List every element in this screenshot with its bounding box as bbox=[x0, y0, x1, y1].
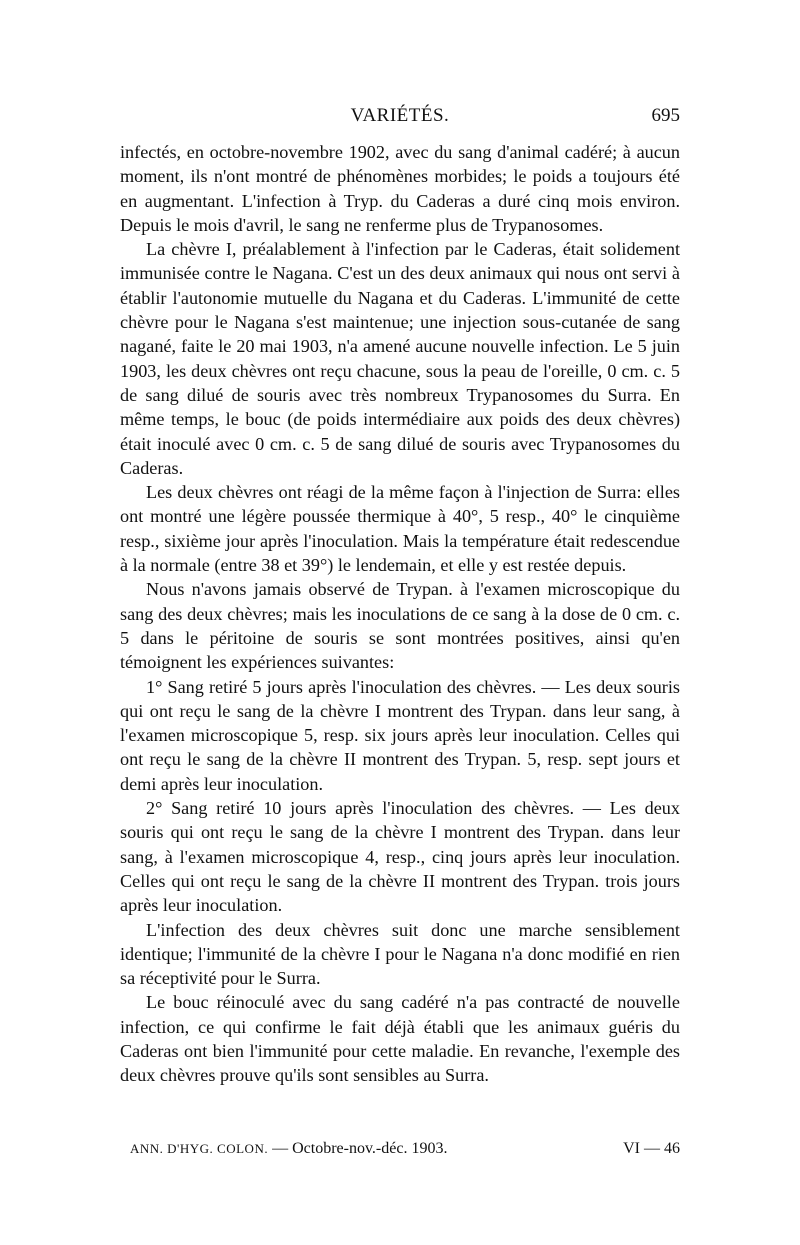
paragraph-8: Le bouc réinoculé avec du sang cadéré n'a pas contracté de nouvelle infection, ce qui confirme le fait déjà établi que les animaux guéris du Caderas ont bien l'immunité pour cette maladie. En revanche, l'exemple des deux chèvres prouve qu'ils sont sensibles au Surra. bbox=[120, 992, 680, 1086]
signature-mark: VI — 46 bbox=[623, 1140, 680, 1157]
paragraph-6: 2° Sang retiré 10 jours après l'inoculation des chèvres. — Les deux souris qui ont reçu le sang de la chèvre I montrent des Trypan. dans leur sang, à l'examen microscopique 4, resp., cinq jours après leur inoculation. Celles qui ont reçu le sang de la chèvre II montrent des Trypan. trois jours après leur inoculation. bbox=[120, 798, 680, 916]
issue-date: — Octobre-nov.-déc. 1903. bbox=[272, 1140, 448, 1157]
paragraph-7: L'infection des deux chèvres suit donc une marche sensiblement identique; l'immunité de la chèvre I pour le Nagana n'a donc modifié en rien sa réceptivité pour le Surra. bbox=[120, 919, 680, 989]
page-footer bbox=[130, 1140, 680, 1166]
paragraph-3: Les deux chèvres ont réagi de la même façon à l'injection de Surra: elles ont montré une légère poussée thermique à 40°, 5 resp., 40° le cinquième resp., sixième jour après l'inoculation. Mais la température était redescendue à la normale (entre 38 et 39°) le lendemain, et elle y est restée depuis. bbox=[120, 482, 680, 576]
running-header bbox=[120, 105, 680, 135]
body-text bbox=[120, 140, 680, 1088]
section-title: VARIÉTÉS. bbox=[350, 105, 450, 126]
paragraph-4: Nous n'avons jamais observé de Trypan. à l'examen microscopique du sang des deux chèvres; mais les inoculations de ce sang à la dose de 0 cm. c. 5 dans le péritoine de souris se sont montrées positives, ainsi qu'en témoignent les expériences suivantes: bbox=[120, 579, 680, 673]
paragraph-5: 1° Sang retiré 5 jours après l'inoculation des chèvres. — Les deux souris qui ont reçu le sang de la chèvre I montrent des Trypan. dans leur sang, à l'examen microscopique 5, resp. six jours après leur inoculation. Celles qui ont reçu le sang de la chèvre II montrent des Trypan. 5, resp. sept jours et demi après leur inoculation. bbox=[120, 676, 680, 794]
paragraph-2: La chèvre I, préalablement à l'infection par le Caderas, était solidement immunisée contre le Nagana. C'est un des deux animaux qui nous ont servi à établir l'autonomie mutuelle du Nagana et du Caderas. L'immunité de cette chèvre pour le Nagana s'est maintenue; une injection sous-cutanée de sang nagané, faite le 20 mai 1903, n'a amené aucune nouvelle infection. Le 5 juin 1903, les deux chèvres ont reçu chacune, sous la peau de l'oreille, 0 cm. c. 5 de sang dilué de souris avec très nombreux Trypanosomes du Surra. En même temps, le bouc (de poids intermédiaire aux poids des deux chèvres) était inoculé avec 0 cm. c. 5 de sang dilué de souris avec Trypanosomes du Caderas. bbox=[120, 239, 680, 478]
paragraph-1: infectés, en octobre-novembre 1902, avec du sang d'animal cadéré; à aucun moment, ils n'ont montré de phénomènes morbides; le poids a toujours été en augmentant. L'infection à Tryp. du Caderas a duré cinq mois environ. Depuis le mois d'avril, le sang ne renferme plus de Trypanosomes. bbox=[120, 142, 680, 235]
journal-abbreviation: ANN. D'HYG. COLON. bbox=[130, 1141, 269, 1156]
footer-citation bbox=[130, 1140, 447, 1158]
page-number: 695 bbox=[651, 105, 680, 126]
